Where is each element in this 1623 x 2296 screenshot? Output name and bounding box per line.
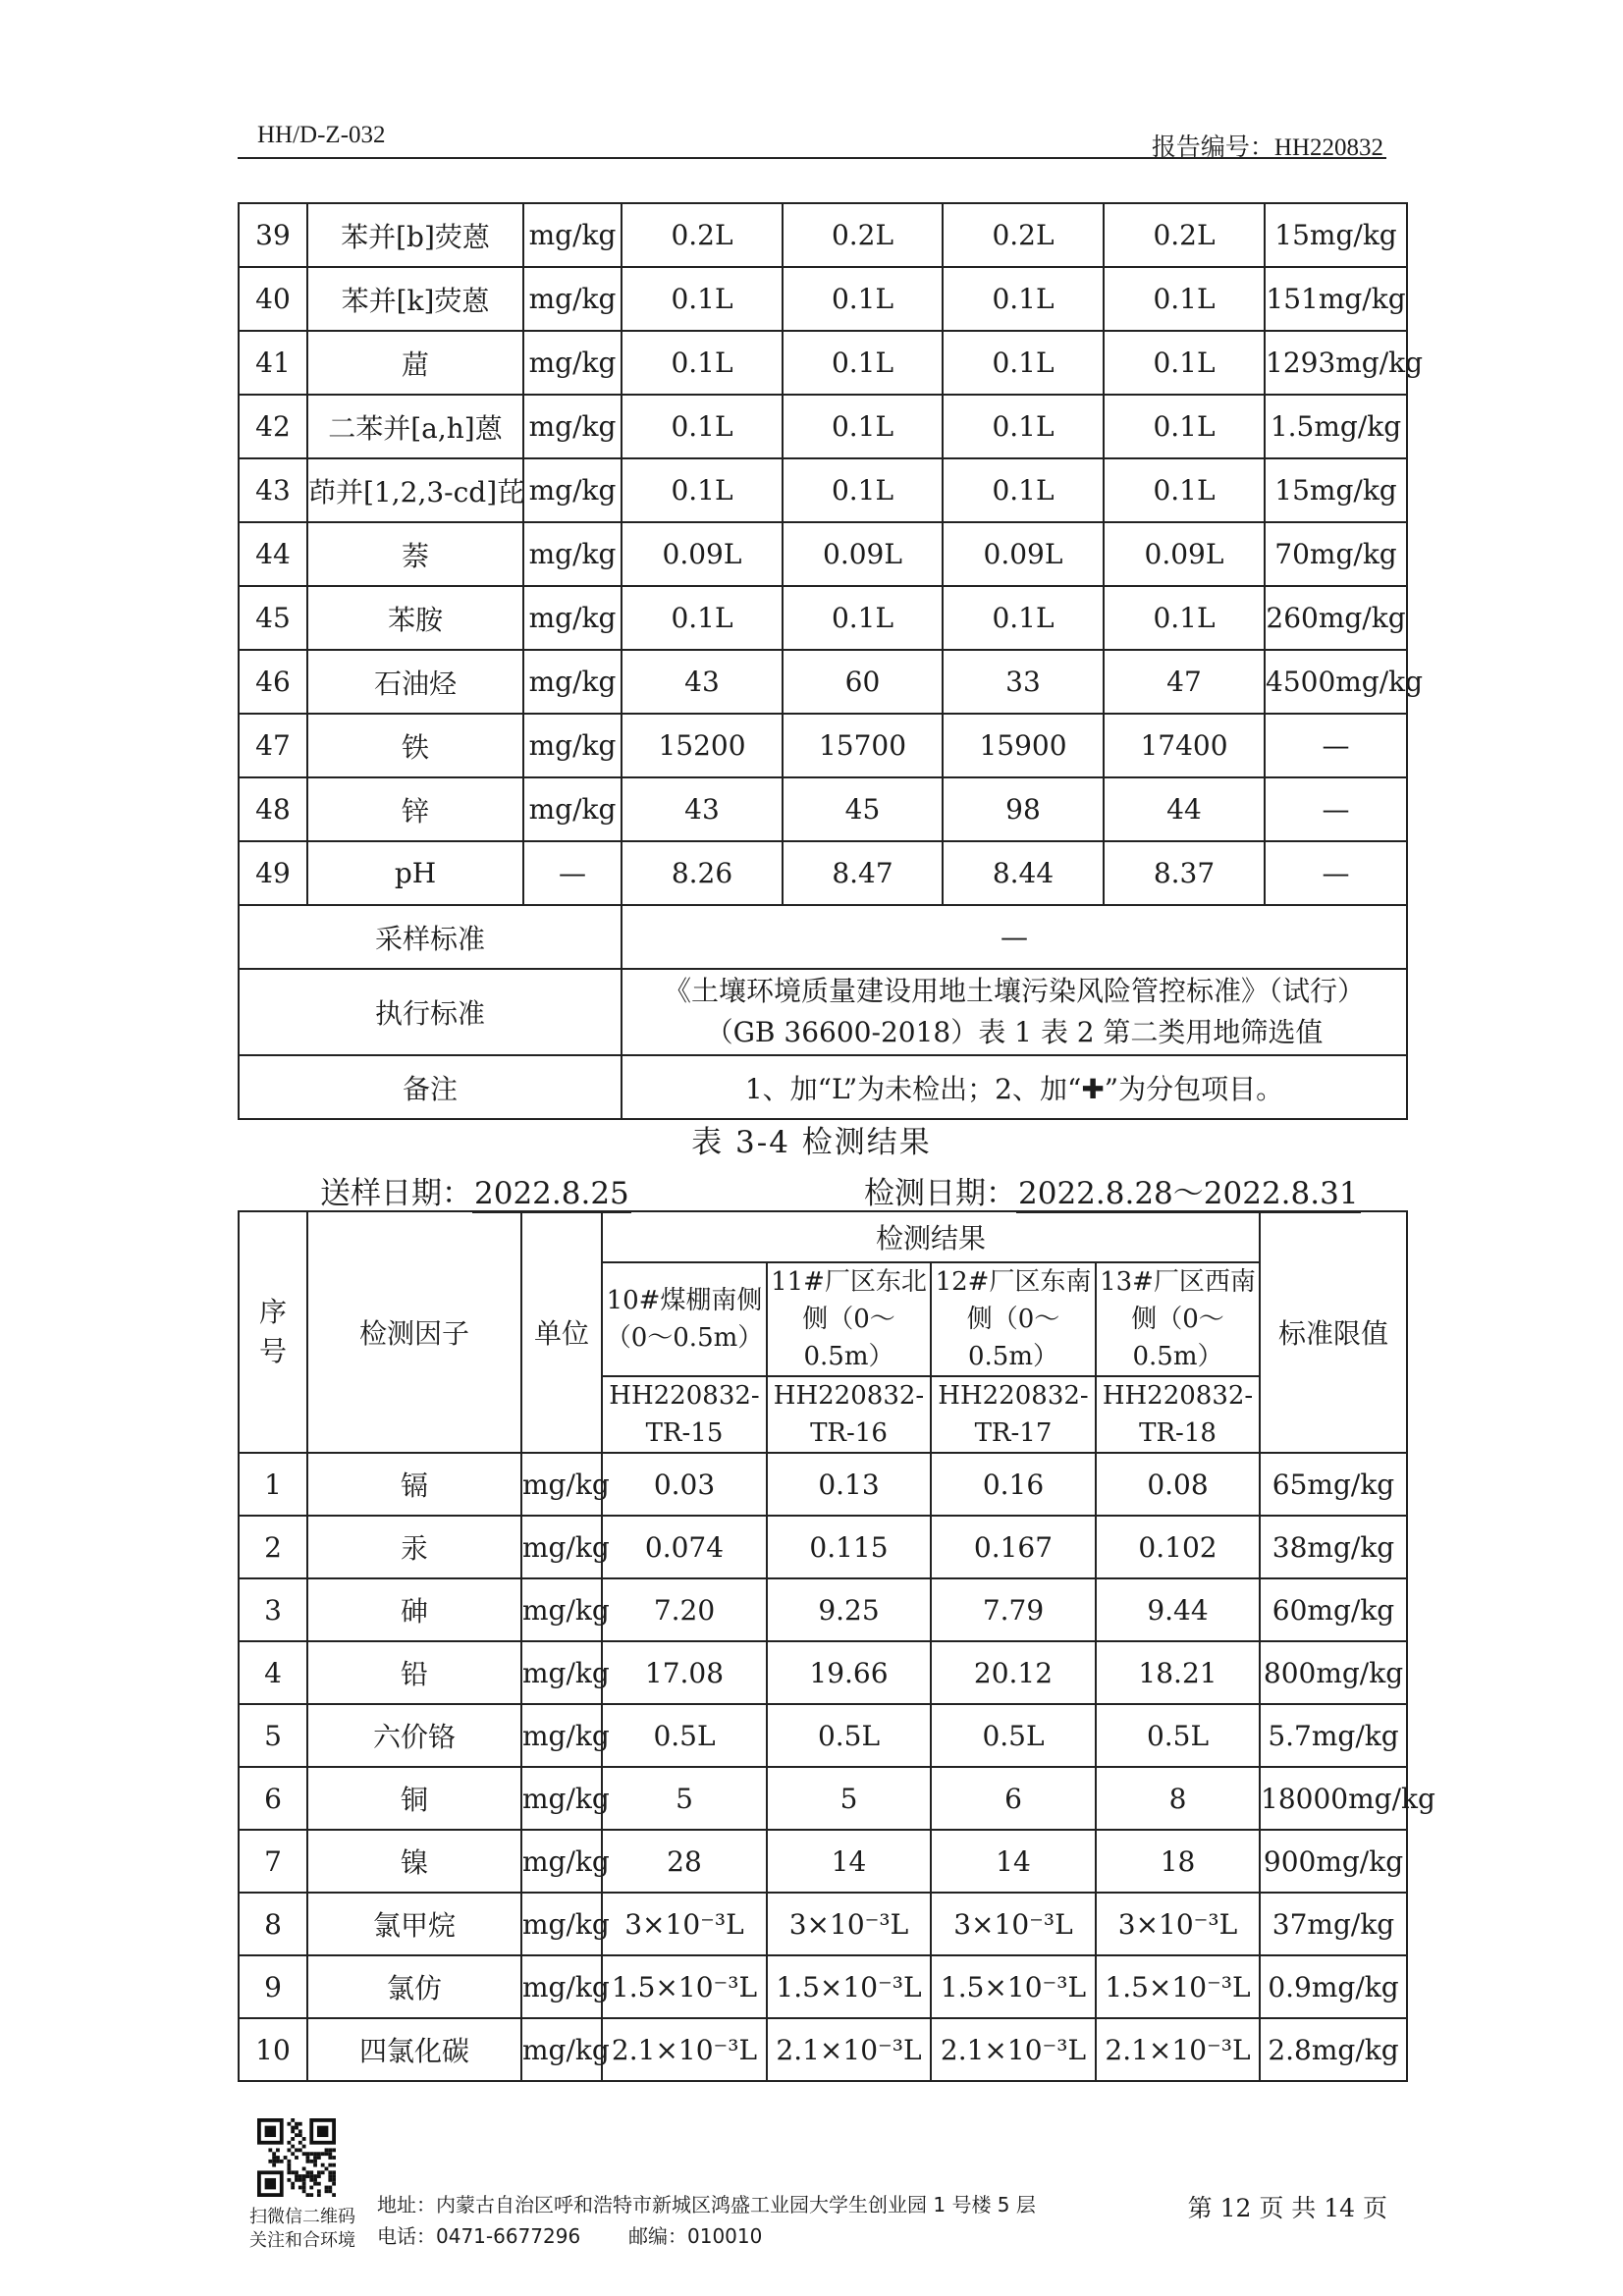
factor-name: 铜 (307, 1767, 521, 1830)
unit: mg/kg (523, 331, 622, 395)
standard-limit: 18000mg/kg (1260, 1767, 1407, 1830)
result-4: 0.1L (1104, 458, 1265, 522)
table-row (239, 267, 1407, 331)
sampling-standard-label: 采样标准 (239, 905, 622, 969)
table-row (239, 1516, 1407, 1578)
header-seq (239, 1211, 307, 1453)
result-2: 0.13 (767, 1453, 931, 1516)
result-3: 2.1×10⁻³L (931, 2018, 1096, 2081)
standard-limit: 15mg/kg (1265, 458, 1407, 522)
result-1: 7.20 (602, 1578, 767, 1641)
result-4: 9.44 (1096, 1578, 1260, 1641)
remark-value (622, 1055, 1407, 1119)
unit: mg/kg (521, 1955, 602, 2018)
result-4: 44 (1104, 777, 1265, 841)
result-4: 8.37 (1104, 841, 1265, 905)
result-3: 0.1L (943, 458, 1104, 522)
table-row (239, 1830, 1407, 1893)
header-rule (238, 157, 1386, 159)
standard-limit: 1.5mg/kg (1265, 395, 1407, 458)
unit: mg/kg (523, 777, 622, 841)
header-seq-text: 序号 (258, 1296, 287, 1367)
factor-name: 茚并[1,2,3-cd]芘 (307, 458, 523, 522)
unit: mg/kg (523, 203, 622, 267)
result-2: 0.1L (783, 267, 943, 331)
unit: mg/kg (521, 1641, 602, 1704)
factor-name: 氯甲烷 (307, 1893, 521, 1955)
factor-name: 四氯化碳 (307, 2018, 521, 2081)
factor-name: 二苯并[a,h]蒽 (307, 395, 523, 458)
factor-name: 镍 (307, 1830, 521, 1893)
result-1: 0.2L (622, 203, 783, 267)
row-number: 5 (239, 1704, 307, 1767)
row-number: 43 (239, 458, 307, 522)
unit: mg/kg (521, 1830, 602, 1893)
result-2: 15700 (783, 714, 943, 777)
row-number: 9 (239, 1955, 307, 2018)
result-2: 14 (767, 1830, 931, 1893)
result-3: 0.5L (931, 1704, 1096, 1767)
unit: mg/kg (523, 586, 622, 650)
result-3: 0.1L (943, 586, 1104, 650)
table-row (239, 841, 1407, 905)
result-3: 0.1L (943, 395, 1104, 458)
result-4: 18.21 (1096, 1641, 1260, 1704)
result-2: 5 (767, 1767, 931, 1830)
result-4: 0.1L (1104, 395, 1265, 458)
qr-code-icon (257, 2118, 336, 2197)
result-4: 0.08 (1096, 1453, 1260, 1516)
result-4: 0.09L (1104, 522, 1265, 586)
result-2: 0.2L (783, 203, 943, 267)
row-number: 45 (239, 586, 307, 650)
remark-text-a: 1、加“L”为未检出；2、加“ (744, 1072, 1082, 1105)
row-number: 7 (239, 1830, 307, 1893)
sample-code: HH220832-TR-16 (767, 1376, 931, 1453)
standard-limit: 260mg/kg (1265, 586, 1407, 650)
row-number: 48 (239, 777, 307, 841)
result-3: 0.2L (943, 203, 1104, 267)
table-title: 表 3-4 检测结果 (691, 1125, 932, 1160)
table-row (239, 2018, 1407, 2081)
standard-limit: 900mg/kg (1260, 1830, 1407, 1893)
results-table-continued (238, 202, 1424, 1120)
table-row (239, 522, 1407, 586)
result-1: 0.074 (602, 1516, 767, 1578)
table-row (239, 203, 1407, 267)
standard-limit: — (1265, 714, 1407, 777)
table-row (239, 331, 1407, 395)
remark-row (239, 1055, 1407, 1119)
result-2: 1.5×10⁻³L (767, 1955, 931, 2018)
executive-standard-line1: 《土壤环境质量建设用地土壤污染风险管控标准》（试行） (663, 975, 1365, 1007)
sample-code: HH220832-TR-17 (931, 1376, 1096, 1453)
standard-limit: 800mg/kg (1260, 1641, 1407, 1704)
qr-caption-1: 扫微信二维码 (249, 2207, 355, 2227)
result-4: 0.5L (1096, 1704, 1260, 1767)
sample-code: HH220832-TR-18 (1096, 1376, 1260, 1453)
unit: mg/kg (521, 1767, 602, 1830)
result-1: 0.1L (622, 586, 783, 650)
remark-text-b: ”为分包项目。 (1104, 1072, 1284, 1105)
table-row (239, 777, 1407, 841)
table-row (239, 458, 1407, 522)
table-row (239, 395, 1407, 458)
header-row-1 (239, 1211, 1407, 1262)
standard-limit: 70mg/kg (1265, 522, 1407, 586)
row-number: 46 (239, 650, 307, 714)
unit: mg/kg (521, 1516, 602, 1578)
result-4: 17400 (1104, 714, 1265, 777)
executive-standard-row (239, 969, 1407, 1055)
result-3: 0.1L (943, 331, 1104, 395)
factor-name: 铁 (307, 714, 523, 777)
executive-standard-label: 执行标准 (239, 969, 622, 1055)
result-1: 15200 (622, 714, 783, 777)
footer-postcode: 邮编：010010 (628, 2224, 763, 2248)
result-2: 60 (783, 650, 943, 714)
standard-limit: 2.8mg/kg (1260, 2018, 1407, 2081)
result-1: 0.1L (622, 267, 783, 331)
header-limit: 标准限值 (1260, 1211, 1407, 1453)
header-factor: 检测因子 (307, 1211, 521, 1453)
row-number: 1 (239, 1453, 307, 1516)
results-table (238, 1210, 1435, 2082)
test-date-label: 检测日期： (864, 1176, 1016, 1211)
factor-name: 镉 (307, 1453, 521, 1516)
result-4: 2.1×10⁻³L (1096, 2018, 1260, 2081)
result-4: 0.2L (1104, 203, 1265, 267)
factor-name: 砷 (307, 1578, 521, 1641)
test-date-value: 2022.8.28～2022.8.31 (1018, 1176, 1359, 1211)
standard-limit: 151mg/kg (1265, 267, 1407, 331)
result-2: 9.25 (767, 1578, 931, 1641)
result-1: 0.09L (622, 522, 783, 586)
table-row (239, 1955, 1407, 2018)
table-row (239, 1578, 1407, 1641)
unit: mg/kg (523, 714, 622, 777)
factor-name: 苯并[b]荧蒽 (307, 203, 523, 267)
result-4: 18 (1096, 1830, 1260, 1893)
standard-limit: 1293mg/kg (1265, 331, 1407, 395)
result-3: 3×10⁻³L (931, 1893, 1096, 1955)
result-3: 14 (931, 1830, 1096, 1893)
result-3: 33 (943, 650, 1104, 714)
result-2: 0.5L (767, 1704, 931, 1767)
send-date-value: 2022.8.25 (474, 1176, 629, 1211)
table-row (239, 650, 1407, 714)
result-2: 2.1×10⁻³L (767, 2018, 931, 2081)
unit: mg/kg (523, 395, 622, 458)
report-number-label: 报告编号： (1151, 133, 1274, 161)
standard-limit: 38mg/kg (1260, 1516, 1407, 1578)
footer-phone: 电话：0471-6677296 (377, 2224, 581, 2248)
standard-limit: — (1265, 841, 1407, 905)
result-3: 6 (931, 1767, 1096, 1830)
result-2: 0.1L (783, 586, 943, 650)
result-4: 1.5×10⁻³L (1096, 1955, 1260, 2018)
doc-code: HH/D-Z-032 (257, 122, 386, 148)
result-1: 0.03 (602, 1453, 767, 1516)
result-1: 28 (602, 1830, 767, 1893)
row-number: 8 (239, 1893, 307, 1955)
result-2: 45 (783, 777, 943, 841)
result-3: 0.1L (943, 267, 1104, 331)
result-1: 17.08 (602, 1641, 767, 1704)
send-date-label: 送样日期： (320, 1176, 472, 1211)
standard-limit: 37mg/kg (1260, 1893, 1407, 1955)
plus-icon: ✚ (1081, 1072, 1105, 1105)
row-number: 10 (239, 2018, 307, 2081)
result-1: 43 (622, 777, 783, 841)
result-3: 15900 (943, 714, 1104, 777)
result-3: 8.44 (943, 841, 1104, 905)
row-number: 41 (239, 331, 307, 395)
result-1: 0.1L (622, 458, 783, 522)
factor-name: 氯仿 (307, 1955, 521, 2018)
result-4: 0.1L (1104, 267, 1265, 331)
row-number: 40 (239, 267, 307, 331)
result-4: 8 (1096, 1767, 1260, 1830)
standard-limit: 4500mg/kg (1265, 650, 1407, 714)
factor-name: 铅 (307, 1641, 521, 1704)
result-1: 0.1L (622, 395, 783, 458)
unit: mg/kg (521, 1704, 602, 1767)
site-name: 11#厂区东北侧（0～0.5m） (767, 1262, 931, 1376)
report-number-value: HH220832 (1273, 134, 1383, 161)
table-row (239, 714, 1407, 777)
row-number: 2 (239, 1516, 307, 1578)
standard-limit: 0.9mg/kg (1260, 1955, 1407, 2018)
result-2: 3×10⁻³L (767, 1893, 931, 1955)
result-2: 19.66 (767, 1641, 931, 1704)
result-3: 1.5×10⁻³L (931, 1955, 1096, 2018)
row-number: 49 (239, 841, 307, 905)
results-table-continued-body (239, 203, 1424, 905)
factor-name: 锌 (307, 777, 523, 841)
unit: mg/kg (523, 522, 622, 586)
factor-name: 苯胺 (307, 586, 523, 650)
result-1: 8.26 (622, 841, 783, 905)
row-number: 42 (239, 395, 307, 458)
result-2: 0.1L (783, 458, 943, 522)
sampling-standard-value: — (622, 905, 1407, 969)
factor-name: pH (307, 841, 523, 905)
standard-limit: 5.7mg/kg (1260, 1704, 1407, 1767)
sampling-standard-row (239, 905, 1407, 969)
result-4: 0.102 (1096, 1516, 1260, 1578)
executive-standard-value (622, 969, 1407, 1055)
remark-label: 备注 (239, 1055, 622, 1119)
qr-caption-2: 关注和合环境 (249, 2230, 355, 2251)
factor-name: 石油烃 (307, 650, 523, 714)
result-3: 20.12 (931, 1641, 1096, 1704)
row-number: 4 (239, 1641, 307, 1704)
result-1: 1.5×10⁻³L (602, 1955, 767, 2018)
result-3: 7.79 (931, 1578, 1096, 1641)
factor-name: 䓛 (307, 331, 523, 395)
result-2: 0.115 (767, 1516, 931, 1578)
result-4: 0.1L (1104, 331, 1265, 395)
unit: mg/kg (521, 1578, 602, 1641)
unit: — (523, 841, 622, 905)
test-date (864, 1168, 1361, 1212)
result-1: 3×10⁻³L (602, 1893, 767, 1955)
unit: mg/kg (523, 267, 622, 331)
table-row (239, 1453, 1407, 1516)
standard-limit: — (1265, 777, 1407, 841)
row-number: 44 (239, 522, 307, 586)
result-2: 8.47 (783, 841, 943, 905)
page-number: 第 12 页 共 14 页 (1187, 2194, 1387, 2222)
unit: mg/kg (521, 1893, 602, 1955)
standard-limit: 60mg/kg (1260, 1578, 1407, 1641)
row-number: 39 (239, 203, 307, 267)
table-row (239, 1704, 1407, 1767)
table-row (239, 1767, 1407, 1830)
factor-name: 汞 (307, 1516, 521, 1578)
unit: mg/kg (521, 1453, 602, 1516)
table-row (239, 1641, 1407, 1704)
header-results: 检测结果 (602, 1211, 1260, 1262)
result-4: 47 (1104, 650, 1265, 714)
row-number: 6 (239, 1767, 307, 1830)
result-1: 0.5L (602, 1704, 767, 1767)
result-4: 3×10⁻³L (1096, 1893, 1260, 1955)
result-3: 0.09L (943, 522, 1104, 586)
sample-code: HH220832-TR-15 (602, 1376, 767, 1453)
results-table-body (239, 1453, 1435, 2081)
executive-standard-line2: （GB 36600-2018）表 1 表 2 第二类用地筛选值 (705, 1016, 1324, 1048)
result-1: 2.1×10⁻³L (602, 2018, 767, 2081)
result-2: 0.1L (783, 331, 943, 395)
unit: mg/kg (521, 2018, 602, 2081)
site-name: 10#煤棚南侧（0～0.5m） (602, 1262, 767, 1376)
unit: mg/kg (523, 458, 622, 522)
result-1: 43 (622, 650, 783, 714)
table-row (239, 586, 1407, 650)
standard-limit: 65mg/kg (1260, 1453, 1407, 1516)
send-date (320, 1168, 631, 1212)
table-row (239, 1893, 1407, 1955)
site-name: 12#厂区东南侧（0～0.5m） (931, 1262, 1096, 1376)
header-unit: 单位 (521, 1211, 602, 1453)
factor-name: 萘 (307, 522, 523, 586)
result-4: 0.1L (1104, 586, 1265, 650)
result-3: 0.167 (931, 1516, 1096, 1578)
site-name: 13#厂区西南侧（0～0.5m） (1096, 1262, 1260, 1376)
factor-name: 六价铬 (307, 1704, 521, 1767)
result-3: 98 (943, 777, 1104, 841)
row-number: 3 (239, 1578, 307, 1641)
result-3: 0.16 (931, 1453, 1096, 1516)
result-2: 0.1L (783, 395, 943, 458)
factor-name: 苯并[k]荧蒽 (307, 267, 523, 331)
result-1: 5 (602, 1767, 767, 1830)
unit: mg/kg (523, 650, 622, 714)
standard-limit: 15mg/kg (1265, 203, 1407, 267)
footer-address: 地址：内蒙古自治区呼和浩特市新城区鸿盛工业园大学生创业园 1 号楼 5 层 (377, 2193, 1036, 2216)
row-number: 47 (239, 714, 307, 777)
result-1: 0.1L (622, 331, 783, 395)
result-2: 0.09L (783, 522, 943, 586)
